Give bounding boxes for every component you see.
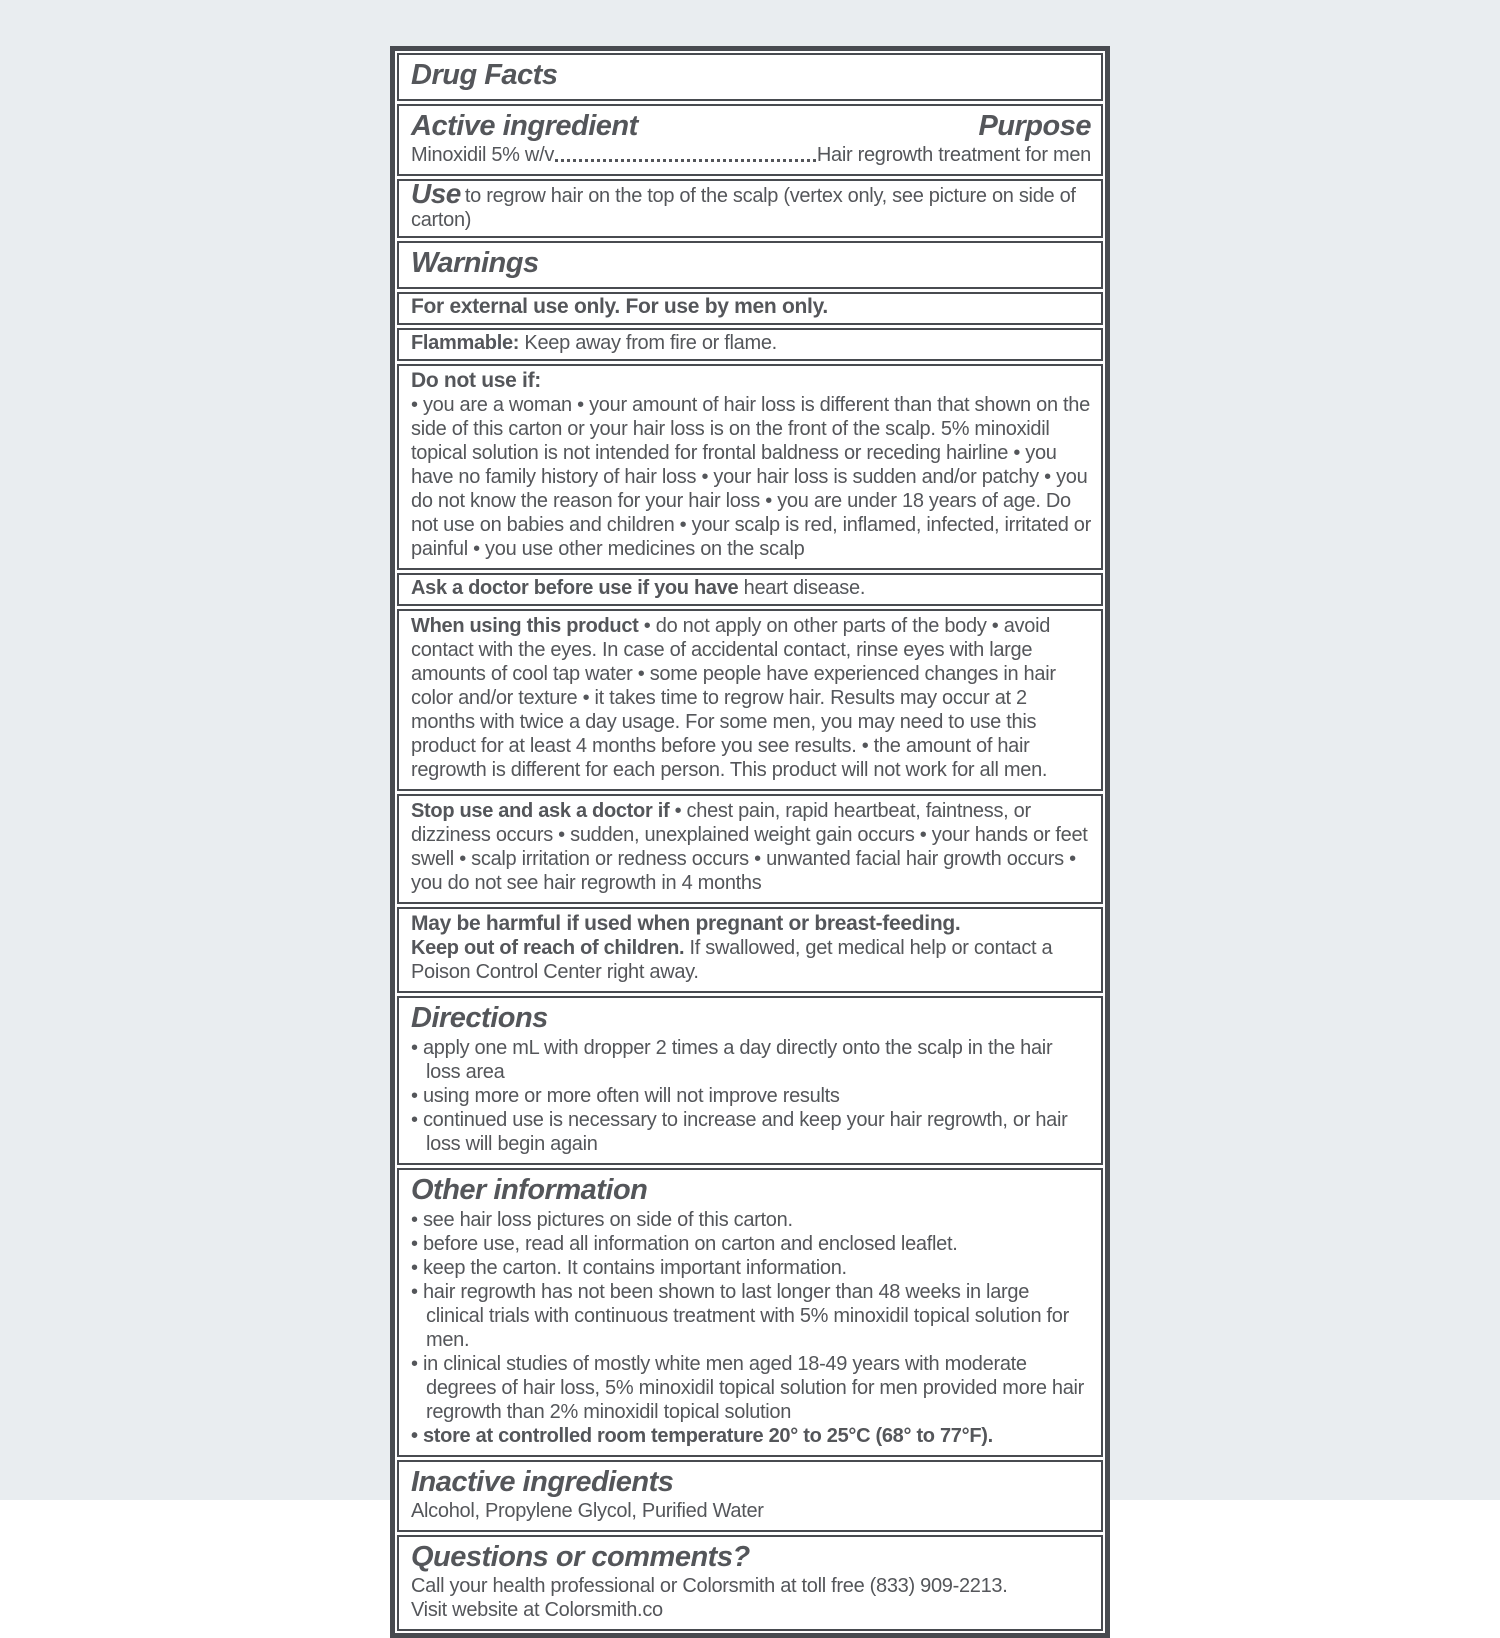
stop-use-text: • chest pain, rapid heartbeat, faintness, or dizziness occurs • sudden, unexplained weight gain occurs • your hands or feet swell • scalp irritation or redness occurs • unwanted facial hair growth occurs • you do not see hair regrowth in 4 months bbox=[411, 800, 1088, 894]
when-using-heading: When using this product bbox=[411, 615, 639, 637]
use-heading: Use bbox=[411, 178, 461, 209]
questions-heading: Questions or comments? bbox=[411, 1541, 750, 1573]
purpose-value: Hair regrowth treatment for men bbox=[816, 144, 1091, 166]
do-not-use-text: • you are a woman • your amount of hair loss is different than that shown on the side of this carton or your hair loss is on the front of the scalp. 5% minoxidil topical solution is not intended for frontal baldness or receding hairline • you have no family history of hair loss • your hair loss is sudden and/or patchy • you do not know the reason for your hair loss • you are under 18 years of age. Do not use on babies and children • your scalp is red, inflamed, infected, irritated or painful • you use other medicines on the scalp bbox=[411, 394, 1091, 560]
keep-out-heading: Keep out of reach of children. bbox=[411, 937, 685, 959]
other-information-list bbox=[411, 1208, 1091, 1448]
flammable-heading: Flammable: bbox=[411, 332, 520, 354]
stop-use-heading: Stop use and ask a doctor if bbox=[411, 800, 670, 822]
other-information-item: • hair regrowth has not been shown to last longer than 48 weeks in large clinical trials with continuous treatment with 5% minoxidil topical solution for men. bbox=[411, 1280, 1091, 1352]
questions-website-line: Visit website at Colorsmith.co bbox=[411, 1599, 663, 1621]
use-paragraph bbox=[411, 178, 1091, 232]
directions-item: • apply one mL with dropper 2 times a day directly onto the scalp in the hair loss area bbox=[411, 1036, 1091, 1084]
active-ingredient-heading: Active ingredient bbox=[411, 110, 638, 142]
other-information-item: • see hair loss pictures on side of this carton. bbox=[411, 1208, 1091, 1232]
other-information-heading: Other information bbox=[411, 1174, 648, 1206]
directions-item: • continued use is necessary to increase and keep your hair regrowth, or hair loss will begin again bbox=[411, 1108, 1091, 1156]
other-information-item: • in clinical studies of mostly white men aged 18-49 years with moderate degrees of hair loss, 5% minoxidil topical solution for men provided more hair regrowth than 2% minoxidil topical solution bbox=[411, 1352, 1091, 1424]
warnings-heading: Warnings bbox=[411, 247, 539, 279]
section-stop-use bbox=[397, 794, 1103, 904]
section-questions bbox=[397, 1535, 1103, 1631]
section-drug-facts-title bbox=[397, 53, 1103, 101]
section-do-not-use bbox=[397, 364, 1103, 570]
dotted-leader bbox=[555, 159, 816, 162]
storage-instruction: • store at controlled room temperature 20° to 25°C (68° to 77°F). bbox=[411, 1424, 1091, 1448]
directions-item: • using more or more often will not improve results bbox=[411, 1084, 1091, 1108]
do-not-use-heading: Do not use if: bbox=[411, 369, 541, 392]
section-inactive-ingredients bbox=[397, 1460, 1103, 1532]
harmful-line: May be harmful if used when pregnant or breast-feeding. bbox=[411, 912, 961, 935]
directions-list bbox=[411, 1036, 1091, 1156]
section-directions bbox=[397, 996, 1103, 1165]
directions-heading: Directions bbox=[411, 1002, 548, 1034]
inactive-ingredients-heading: Inactive ingredients bbox=[411, 1466, 674, 1498]
drug-facts-title: Drug Facts bbox=[411, 59, 558, 91]
ask-doctor-text: heart disease. bbox=[743, 577, 866, 599]
use-text: to regrow hair on the top of the scalp (vertex only, see picture on side of carton) bbox=[411, 185, 1076, 231]
drug-facts-panel bbox=[390, 46, 1110, 1638]
other-information-item: • keep the carton. It contains important information. bbox=[411, 1256, 1091, 1280]
keep-out-paragraph bbox=[411, 936, 1091, 984]
inactive-ingredients-text: Alcohol, Propylene Glycol, Purified Water bbox=[411, 1500, 764, 1522]
other-information-item: • before use, read all information on carton and enclosed leaflet. bbox=[411, 1232, 1091, 1256]
section-pregnancy-children bbox=[397, 907, 1103, 993]
section-other-information bbox=[397, 1168, 1103, 1457]
section-external-use bbox=[397, 292, 1103, 325]
active-ingredient-row bbox=[411, 143, 1091, 167]
when-using-paragraph bbox=[411, 614, 1091, 782]
stop-use-paragraph bbox=[411, 799, 1091, 895]
ask-doctor-heading: Ask a doctor before use if you have bbox=[411, 577, 739, 599]
active-ingredient-header-row bbox=[411, 109, 1091, 143]
active-ingredient-name: Minoxidil 5% w/v bbox=[411, 144, 555, 166]
keep-out-text: If swallowed, get medical help or contact a Poison Control Center right away. bbox=[411, 937, 1053, 983]
ask-doctor-paragraph bbox=[411, 576, 1091, 600]
section-flammable bbox=[397, 328, 1103, 361]
section-ask-doctor bbox=[397, 573, 1103, 606]
external-use-text: For external use only. For use by men only. bbox=[411, 295, 828, 318]
questions-phone-line: Call your health professional or Colorsmith at toll free (833) 909-2213. bbox=[411, 1575, 1008, 1597]
section-active-ingredient bbox=[397, 104, 1103, 176]
flammable-paragraph bbox=[411, 331, 1091, 355]
section-use bbox=[397, 179, 1103, 238]
purpose-heading: Purpose bbox=[978, 110, 1091, 142]
section-warnings bbox=[397, 241, 1103, 289]
flammable-text: Keep away from fire or flame. bbox=[524, 332, 777, 354]
section-when-using bbox=[397, 609, 1103, 791]
when-using-text: • do not apply on other parts of the body • avoid contact with the eyes. In case of accidental contact, rinse eyes with large amounts of cool tap water • some people have experienced changes in hair color and/or texture • it takes time to regrow hair. Results may occur at 2 months with twice a day usage. For some men, you may need to use this product for at least 4 months before you see results. • the amount of hair regrowth is different for each person. This product will not work for all men. bbox=[411, 615, 1056, 781]
